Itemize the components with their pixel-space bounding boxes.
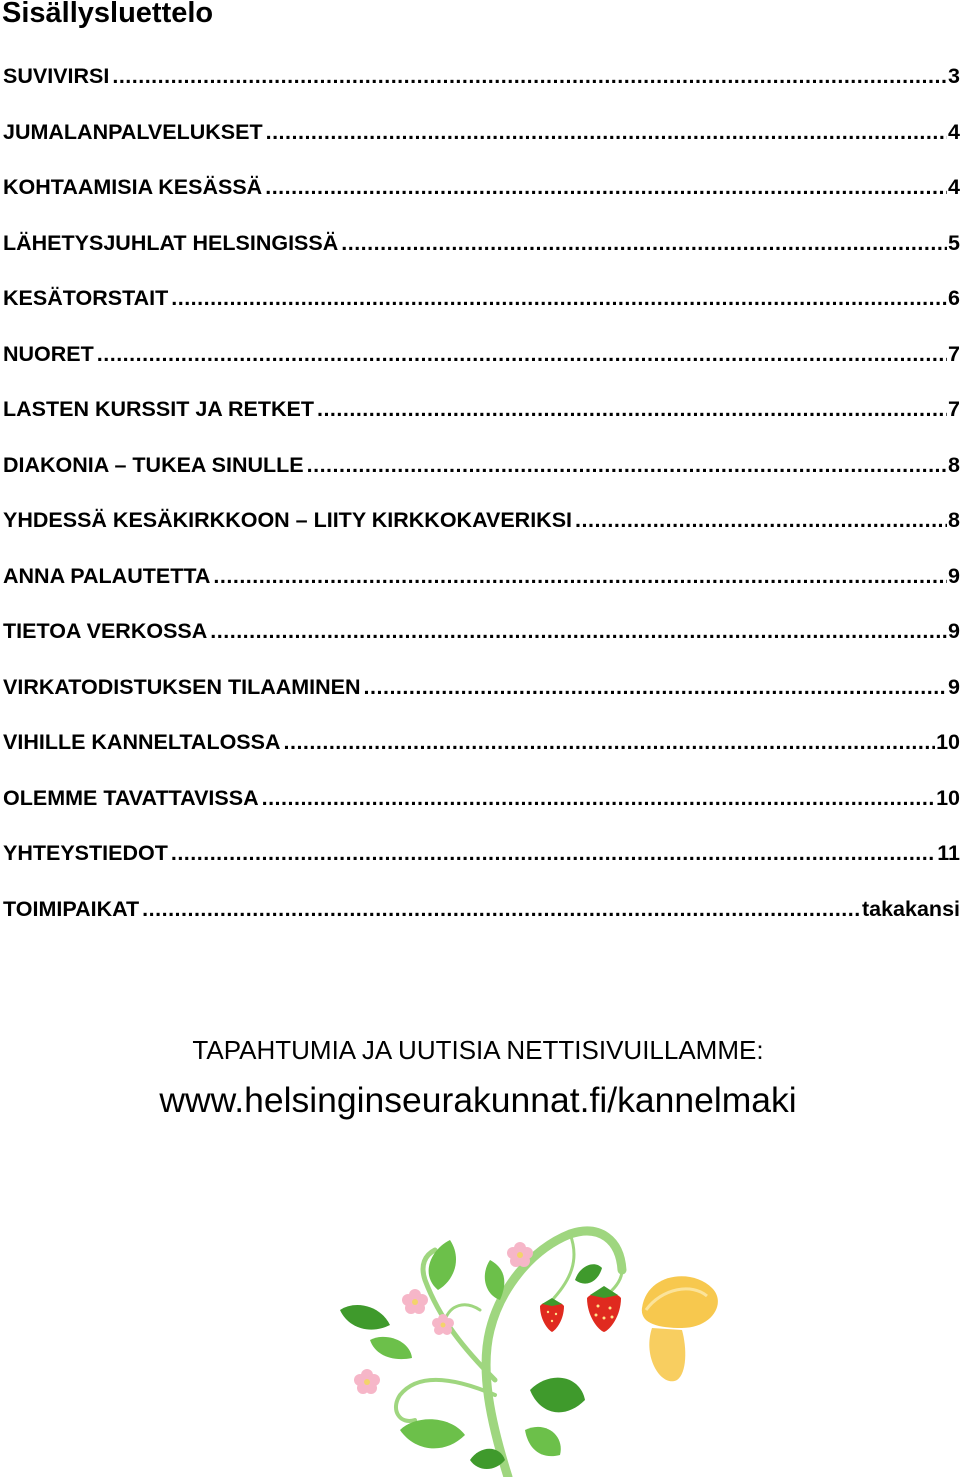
toc-item-label: LÄHETYSJUHLAT HELSINGISSÄ [3, 230, 339, 255]
toc-item-page: 5 [948, 230, 960, 255]
toc-item-page: 9 [948, 619, 960, 643]
blossom [432, 1314, 454, 1335]
toc-item-page: 6 [948, 286, 960, 310]
website-link[interactable]: www.helsinginseurakunnat.fi/kannelmaki [159, 1080, 797, 1120]
toc-item[interactable] [3, 391, 960, 447]
blossom [402, 1289, 428, 1314]
toc-dot-leader [112, 58, 947, 94]
toc-dot-leader [210, 613, 947, 649]
table-of-contents [3, 58, 960, 946]
toc-item[interactable] [3, 114, 960, 170]
blossom [507, 1242, 533, 1267]
toc-item-label: DIAKONIA – TUKEA SINULLE [3, 452, 304, 477]
toc-item-page: 4 [948, 119, 960, 144]
toc-item-label: LASTEN KURSSIT JA RETKET [3, 397, 314, 421]
leaf [485, 1260, 505, 1300]
leaf [530, 1378, 585, 1413]
toc-dot-leader [171, 835, 936, 871]
toc-dot-leader [171, 280, 947, 316]
toc-item-label: OLEMME TAVATTAVISSA [3, 785, 259, 810]
toc-item[interactable] [3, 225, 960, 281]
toc-item-page: 10 [936, 730, 960, 754]
page-title: Sisällysluettelo [2, 0, 214, 29]
strawberries [540, 1286, 621, 1332]
toc-item-label: SUVIVIRSI [3, 64, 110, 88]
toc-item[interactable] [3, 447, 960, 503]
toc-item[interactable] [3, 58, 960, 114]
toc-item[interactable] [3, 280, 960, 336]
toc-item-label: NUORET [3, 341, 94, 366]
strawberry [587, 1286, 621, 1332]
butterfly [642, 1276, 718, 1381]
curl-stem [396, 1380, 495, 1421]
website-announcement: TAPAHTUMIA JA UUTISIA NETTISIVUILLAMME: [192, 1035, 764, 1065]
toc-dot-leader [142, 891, 861, 927]
toc-item-label: KESÄTORSTAIT [3, 286, 169, 310]
leaf [370, 1337, 412, 1359]
toc-dot-leader [317, 391, 947, 427]
toc-item-page: takakansi [861, 896, 960, 921]
leaf [400, 1419, 465, 1448]
toc-item-label: TIETOA VERKOSSA [3, 619, 208, 643]
toc-dot-leader [97, 336, 947, 372]
toc-item-page: 10 [936, 785, 960, 810]
toc-dot-leader [262, 780, 935, 816]
toc-dot-leader [266, 114, 947, 150]
leaf [525, 1427, 561, 1456]
toc-dot-leader [341, 225, 947, 261]
toc-item-label: ANNA PALAUTETTA [3, 563, 211, 588]
toc-item-label: YHDESSÄ KESÄKIRKKOON – LIITY KIRKKOKAVERIKSI [3, 508, 573, 532]
toc-dot-leader [364, 669, 947, 705]
toc-item-page: 9 [948, 674, 960, 699]
toc-item-label: JUMALANPALVELUKSET [3, 119, 263, 144]
toc-item-page: 4 [948, 175, 960, 199]
toc-item[interactable] [3, 669, 960, 725]
toc-item[interactable] [3, 558, 960, 614]
toc-dot-leader [213, 558, 947, 594]
toc-dot-leader [307, 447, 947, 483]
toc-item-page: 8 [948, 508, 960, 532]
toc-item[interactable] [3, 502, 960, 558]
toc-item[interactable] [3, 336, 960, 392]
leaf [575, 1264, 602, 1283]
toc-item[interactable] [3, 613, 960, 669]
toc-item-label: KOHTAAMISIA KESÄSSÄ [3, 175, 263, 199]
toc-dot-leader [284, 724, 936, 760]
toc-item-page: 9 [948, 563, 960, 588]
toc-item-label: VIHILLE KANNELTALOSSA [3, 730, 281, 754]
toc-item-page: 7 [948, 397, 960, 421]
toc-item-page: 11 [937, 841, 960, 865]
toc-item-label: YHTEYSTIEDOT [3, 841, 168, 865]
strawberry-vine-butterfly-illustration [330, 1220, 750, 1477]
small-stem [445, 1305, 480, 1320]
toc-item[interactable] [3, 724, 960, 780]
toc-dot-leader [575, 502, 947, 538]
toc-item-page: 7 [948, 341, 960, 366]
toc-item[interactable] [3, 891, 960, 947]
toc-item[interactable] [3, 169, 960, 225]
toc-dot-leader [265, 169, 947, 205]
leaf [340, 1305, 390, 1330]
toc-item[interactable] [3, 780, 960, 836]
blossom [354, 1369, 380, 1394]
toc-item-label: TOIMIPAIKAT [3, 896, 140, 921]
toc-item[interactable] [3, 835, 960, 891]
toc-item-page: 8 [948, 452, 960, 477]
leaf [429, 1240, 456, 1290]
toc-item-page: 3 [948, 64, 960, 88]
toc-item-label: VIRKATODISTUKSEN TILAAMINEN [3, 674, 361, 699]
strawberry [540, 1298, 564, 1332]
